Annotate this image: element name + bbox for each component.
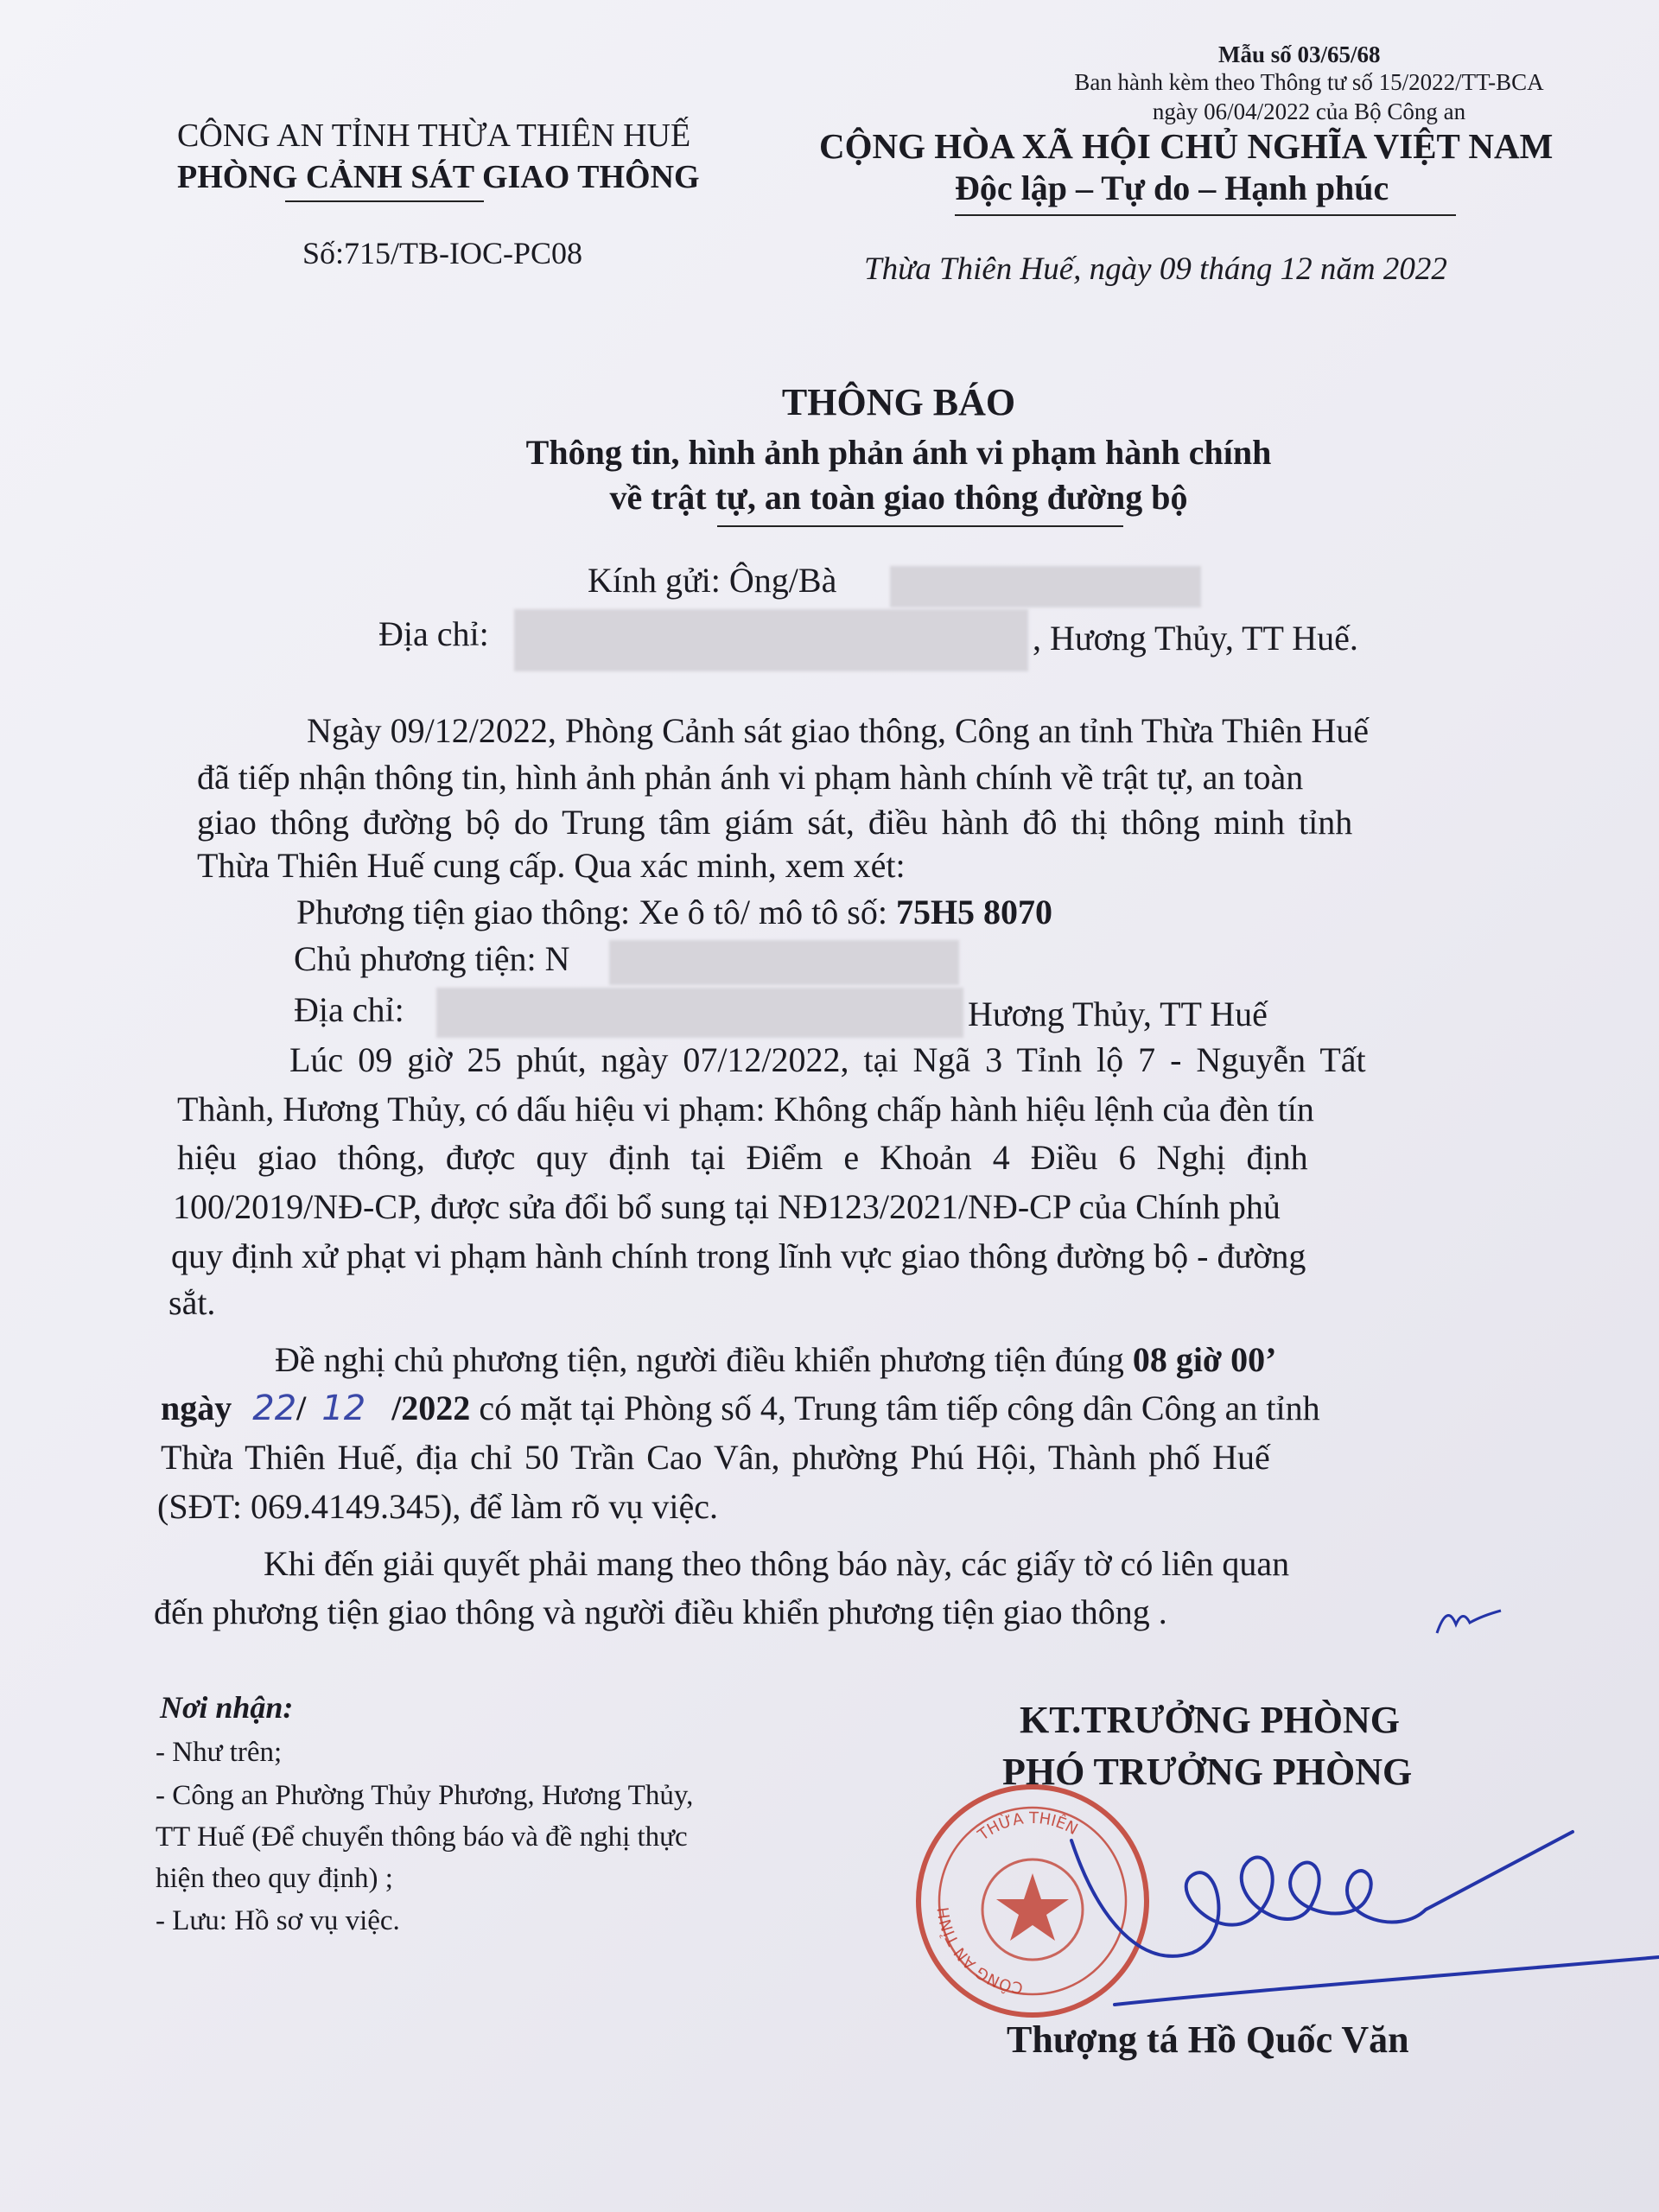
license-plate: 75H5 8070 <box>895 893 1053 931</box>
agency-name: PHÒNG CẢNH SÁT GIAO THÔNG <box>177 159 700 195</box>
vehicle-label: Phương tiện giao thông: Xe ô tô/ mô tô số: <box>296 893 887 931</box>
body-p2-line3: hiệu giao thông, được quy định tại Điểm e Khoản 4 Điều 6 Nghị định <box>177 1138 1308 1177</box>
agency-parent: CÔNG AN TỈNH THỪA THIÊN HUẾ <box>177 118 691 154</box>
redacted-owner <box>609 940 959 985</box>
recipients-heading: Nơi nhận: <box>160 1690 294 1725</box>
summons-month-handwritten: 12 <box>321 1389 366 1428</box>
body-p1-line3: giao thông đường bộ do Trung tâm giám sát, điều hành đô thị thông minh tỉnh <box>197 803 1353 842</box>
initial-mark <box>1430 1599 1508 1642</box>
summons-date-slash: / <box>296 1389 307 1427</box>
recipient-2-line2: TT Huế (Để chuyển thông báo và đề nghị thực <box>156 1821 688 1853</box>
body-p3-line1 <box>275 1339 1276 1380</box>
owner-address-suffix: Hương Thủy, TT Huế <box>968 995 1268 1033</box>
recipient-2-line3: hiện theo quy định) ; <box>156 1863 393 1894</box>
form-issued-line1: Ban hành kèm theo Thông tư số 15/2022/TT-BCA <box>1074 69 1544 95</box>
form-issued-line2: ngày 06/04/2022 của Bộ Công an <box>1152 99 1466 124</box>
address-suffix: , Hương Thủy, TT Huế. <box>1033 619 1358 658</box>
summons-location: có mặt tại Phòng số 4, Trung tâm tiếp công dân Công an tỉnh <box>479 1389 1320 1427</box>
body-p4-line1: Khi đến giải quyết phải mang theo thông báo này, các giấy tờ có liên quan <box>264 1544 1290 1583</box>
document-subtitle-line1: Thông tin, hình ảnh phản ánh vi phạm hành chính <box>525 433 1272 472</box>
redacted-name <box>890 566 1201 607</box>
agency-underline <box>285 200 484 202</box>
owner-line <box>294 938 570 979</box>
redacted-owner-address <box>436 988 963 1038</box>
place-and-date: Thừa Thiên Huế, ngày 09 tháng 12 năm 2022 <box>864 251 1447 287</box>
owner-address-label: Địa chỉ: <box>294 990 404 1029</box>
summons-day-label: ngày <box>161 1389 232 1427</box>
national-motto: Độc lập – Tự do – Hạnh phúc <box>955 168 1389 207</box>
summons-time: 08 giờ 00’ <box>1132 1340 1277 1379</box>
address-label: Địa chỉ: <box>378 614 489 653</box>
form-number: Mẫu số 03/65/68 <box>1218 41 1381 67</box>
body-p3-line4: (SĐT: 069.4149.345), để làm rõ vụ việc. <box>157 1487 719 1526</box>
signer-title-line1: KT.TRƯỞNG PHÒNG <box>1020 1699 1400 1741</box>
body-p4-line2: đến phương tiện giao thông và người điều khiển phương tiện giao thông . <box>154 1592 1167 1631</box>
body-p1-line2: đã tiếp nhận thông tin, hình ảnh phản ánh vi phạm hành chính về trật tự, an toàn <box>197 758 1304 797</box>
signer-name: Thượng tá Hồ Quốc Văn <box>1007 2018 1409 2061</box>
summons-text: Đề nghị chủ phương tiện, người điều khiển phương tiện đúng <box>275 1340 1124 1379</box>
recipient-3: - Lưu: Hồ sơ vụ việc. <box>156 1905 400 1936</box>
addressee-label: Kính gửi: Ông/Bà <box>588 561 837 600</box>
body-p2-line1: Lúc 09 giờ 25 phút, ngày 07/12/2022, tại Ngã 3 Tỉnh lộ 7 - Nguyễn Tất <box>289 1040 1366 1079</box>
vehicle-line <box>296 892 1052 932</box>
signer-title-line2: PHÓ TRƯỞNG PHÒNG <box>1002 1751 1413 1793</box>
document-subtitle-line2: về trật tự, an toàn giao thông đường bộ <box>609 478 1188 517</box>
body-p2-line6: sắt. <box>168 1283 216 1322</box>
motto-underline <box>955 214 1456 216</box>
stamp-left-text: CÔNG AN TỈNH <box>934 1905 1025 1997</box>
body-p2-line2: Thành, Hương Thủy, có dấu hiệu vi phạm: Không chấp hành hiệu lệnh của đèn tín <box>177 1090 1314 1128</box>
form-issued-reference <box>1011 67 1607 126</box>
svg-text:CÔNG AN TỈNH <box>935 1906 1025 1997</box>
document-number: Số:715/TB-IOC-PC08 <box>302 236 583 270</box>
recipient-2-line1: - Công an Phường Thủy Phương, Hương Thủy, <box>156 1780 694 1811</box>
body-p2-line5: quy định xử phạt vi phạm hành chính trong lĩnh vực giao thông đường bộ - đường <box>171 1236 1306 1275</box>
owner-label: Chủ phương tiện: <box>294 939 537 978</box>
body-p3-line2 <box>161 1388 1320 1428</box>
summons-year: /2022 <box>391 1389 471 1427</box>
stamp-top-text: THỪA THIÊN <box>975 1808 1081 1845</box>
body-p2-line4: 100/2019/NĐ-CP, được sửa đổi bổ sung tại NĐ123/2021/NĐ-CP của Chính phủ <box>173 1187 1281 1226</box>
redacted-address <box>514 609 1028 671</box>
body-p3-line3: Thừa Thiên Huế, địa chỉ 50 Trần Cao Vân, phường Phú Hội, Thành phố Huế <box>161 1438 1270 1477</box>
body-p1-line4: Thừa Thiên Huế cung cấp. Qua xác minh, xem xét: <box>197 846 906 885</box>
body-p1-line1: Ngày 09/12/2022, Phòng Cảnh sát giao thông, Công an tỉnh Thừa Thiên Huế <box>307 711 1369 750</box>
document-title: THÔNG BÁO <box>781 381 1016 423</box>
title-underline <box>717 525 1123 527</box>
owner-name-partial: N <box>544 939 570 978</box>
summons-day-handwritten: 22 <box>252 1389 297 1428</box>
national-title: CỘNG HÒA XÃ HỘI CHỦ NGHĨA VIỆT NAM <box>819 126 1554 166</box>
recipient-1: - Như trên; <box>156 1737 283 1768</box>
